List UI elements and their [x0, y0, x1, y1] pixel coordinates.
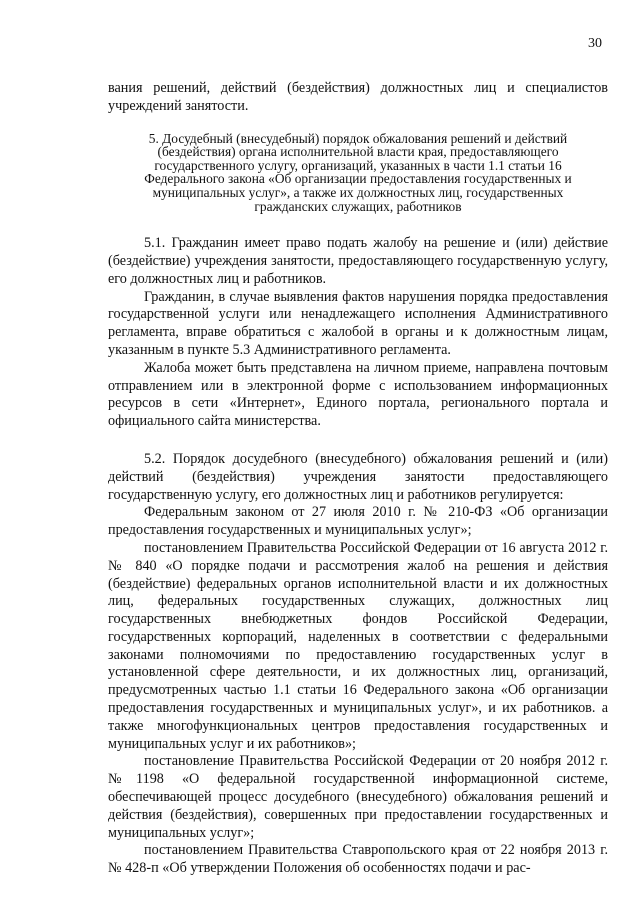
paragraph-resolution-428p: постановлением Правительства Ставропольского края от 22 ноября 2013 г. № 428-п «Об утверждении Положения об особенностях подачи и рас- [108, 842, 608, 877]
document-body [108, 80, 608, 878]
paragraph-federal-law: Федеральным законом от 27 июля 2010 г. № 210-ФЗ «Об организации предоставления государственных и муниципальных услуг»; [108, 504, 608, 539]
page-number: 30 [588, 36, 602, 51]
paragraph-5-1: 5.1. Гражданин имеет право подать жалобу на решение и (или) действие (бездействие) учреждения занятости, предоставляющего государственную услугу, его должностных лиц и работников. [108, 235, 608, 287]
paragraph-citizen-complaint: Гражданин, в случае выявления фактов нарушения порядка предоставления государственной услуги или ненадлежащего исполнения Административного регламента, вправе обратиться с жалобой в органы и к должностным лицам, указанным в пункте 5.3 Административного регламента. [108, 288, 608, 358]
paragraph-complaint-submission: Жалоба может быть представлена на личном приеме, направлена почтовым отправлением или в электронной форме с использованием информационных ресурсов в сети «Интернет», Единого портала, регионального портала и официального сайта министерства. [108, 359, 608, 430]
paragraph-resolution-1198: постановление Правительства Российской Федерации от 20 ноября 2012 г. №1198 «О федеральной государственной информационной системе, обеспечивающей процесс досудебного (внесудебного) обжалования решений и действия (бездействия), совершенных при предоставлении государственных и муниципальных услуг»; [108, 753, 608, 841]
paragraph-5-2: 5.2. Порядок досудебного (внесудебного) обжалования решений и (или) действий (бездействия) учреждения занятости предоставляющего государственную услугу, его должностных лиц и работников регулируется: [108, 450, 608, 503]
paragraph-resolution-840: постановлением Правительства Российской Федерации от 16 августа 2012 г. № 840 «О порядке подачи и рассмотрения жалоб на решения и действия (бездействие) федеральных органов исполнительной власти и их должностных лиц, федеральных государственных служащих, должностных лиц государственных внебюджетных фондов Российской Федерации, государственных корпораций, наделенных в соответствии с федеральными законами полномочиями по предоставлению государственных услуг в установленной сфере деятельности, и их должностных лиц, организаций, предусмотренных частью 1.1 статьи 16 Федерального закона «Об организации предоставления государственных и муниципальных услуг», и их работников. а также многофункциональных центров предоставления государственных и муниципальных услуг и их работников»; [108, 539, 608, 752]
section-heading: 5. Досудебный (внесудебный) порядок обжалования решений и действий (бездействия) органа исполнительной власти края, предоставляющего государственного услугу, организаций, указанных в части 1.1 статьи 16 Федерального закона «Об организации предоставления государственных и муниципальных услуг», а также их должностных лиц, государственных гражданских служащих, работников [144, 130, 572, 214]
paragraph-continuation: вания решений, действий (бездействия) должностных лиц и специалистов учреждений занятости. [108, 80, 608, 114]
